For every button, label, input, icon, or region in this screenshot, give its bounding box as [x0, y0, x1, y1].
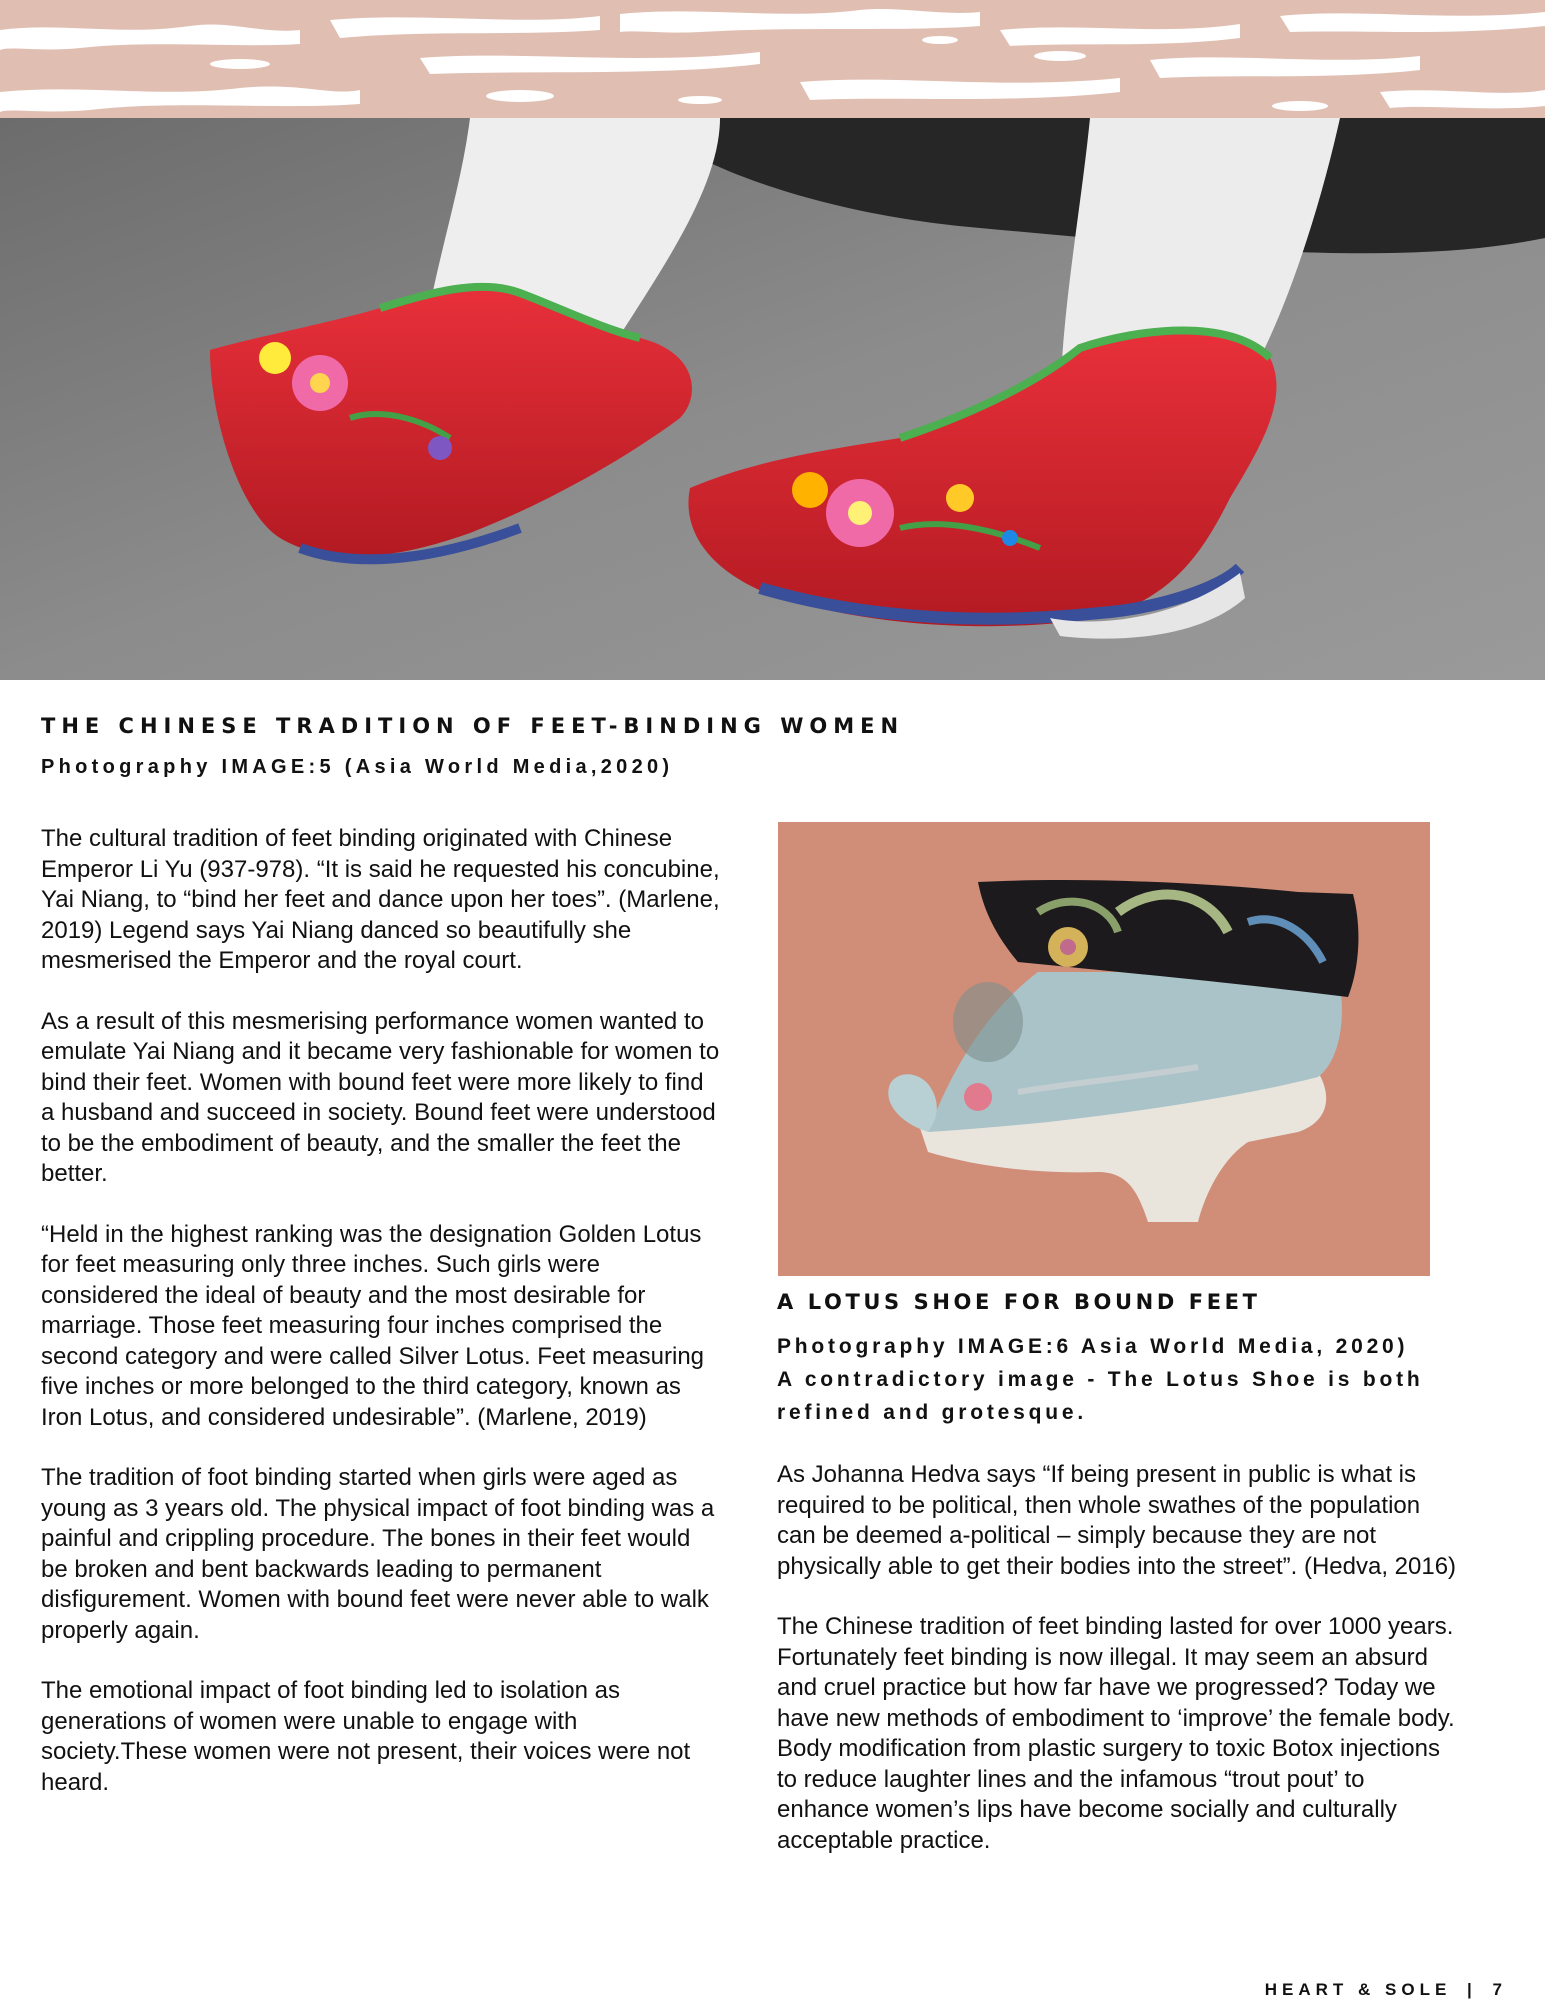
article-title: THE CHINESE TRADITION OF FEET-BINDING WOMEN — [41, 714, 905, 738]
paragraph: The tradition of foot binding started when girls were aged as young as 3 years old. The physical impact of foot binding was a painful and crippling procedure. The bones in their feet would be broken and bent backwards leading to permanent disfigurement. Women with bound feet were never able to walk properly again. — [41, 1464, 715, 1644]
hero-photo-caption: Photography IMAGE:5 (Asia World Media,2020) — [41, 756, 674, 778]
paragraph: As Johanna Hedva says “If being present in public is what is required to be political, then whole swathes of the population can be deemed a-political – simply because they are not physically able to get their bodies into the street”. (Hedva, 2016) — [777, 1461, 1457, 1580]
paragraph: As a result of this mesmerising performance women wanted to emulate Yai Niang and it became very fashionable for women to bind their feet. Women with bound feet were more likely to find a husband and succeed in society. Bound feet were understood to be the embodiment of beauty, and the smaller the feet the better. — [41, 1007, 720, 1187]
page-footer — [1265, 1980, 1507, 2000]
paragraph: The emotional impact of foot binding led to isolation as generations of women were unable to engage with society.These women were not present, their voices were not heard. — [41, 1677, 691, 1796]
lotus-shoe-photo — [778, 822, 1430, 1276]
publication-name: HEART & SOLE — [1264, 1980, 1452, 1999]
paragraph: The Chinese tradition of feet binding lasted for over 1000 years. Fortunately feet binding is now illegal. It may seem an absurd and cruel practice but how far have we progressed? Today we have new methods of embodiment to ‘improve’ the female body. Body modification from plastic surgery to toxic Botox injections to reduce laughter lines and the infamous “trout pout’ to enhance women’s lips have become socially and culturally acceptable practice. — [777, 1613, 1455, 1854]
hero-photo — [0, 118, 1545, 680]
page-number: 7 — [1492, 1980, 1507, 1999]
footer-separator: | — [1467, 1980, 1477, 1999]
caption-line: Photography IMAGE:6 Asia World Media, 2020) — [777, 1335, 1409, 1358]
paragraph: “Held in the highest ranking was the designation Golden Lotus for feet measuring only three inches. Such girls were considered the ideal of beauty and the most desirable for marriage. Those feet measuring four inches comprised the second category and were called Silver Lotus. Feet measuring five inches or more belonged to the third category, known as Iron Lotus, and considered undesirable”. (Marlene, 2019) — [41, 1220, 705, 1431]
caption-line: A contradictory image - The Lotus Shoe is both refined and grotesque. — [777, 1368, 1424, 1424]
left-column — [41, 824, 721, 1828]
lotus-shoe-caption — [777, 1330, 1477, 1429]
brush-texture — [0, 0, 1545, 118]
right-column — [777, 1460, 1457, 1886]
decorative-band — [0, 0, 1545, 118]
bound-feet-shoes-illustration — [0, 118, 1545, 680]
lotus-shoe-illustration — [778, 822, 1430, 1276]
lotus-shoe-title: A LOTUS SHOE FOR BOUND FEET — [777, 1290, 1261, 1314]
paragraph: The cultural tradition of feet binding originated with Chinese Emperor Li Yu (937-978). “It is said he requested his concubine, Yai Niang, to “bind her feet and dance upon her toes”. (Marlene, 2019) Legend says Yai Niang danced so beautifully she mesmerised the Emperor and the royal court. — [41, 825, 720, 974]
